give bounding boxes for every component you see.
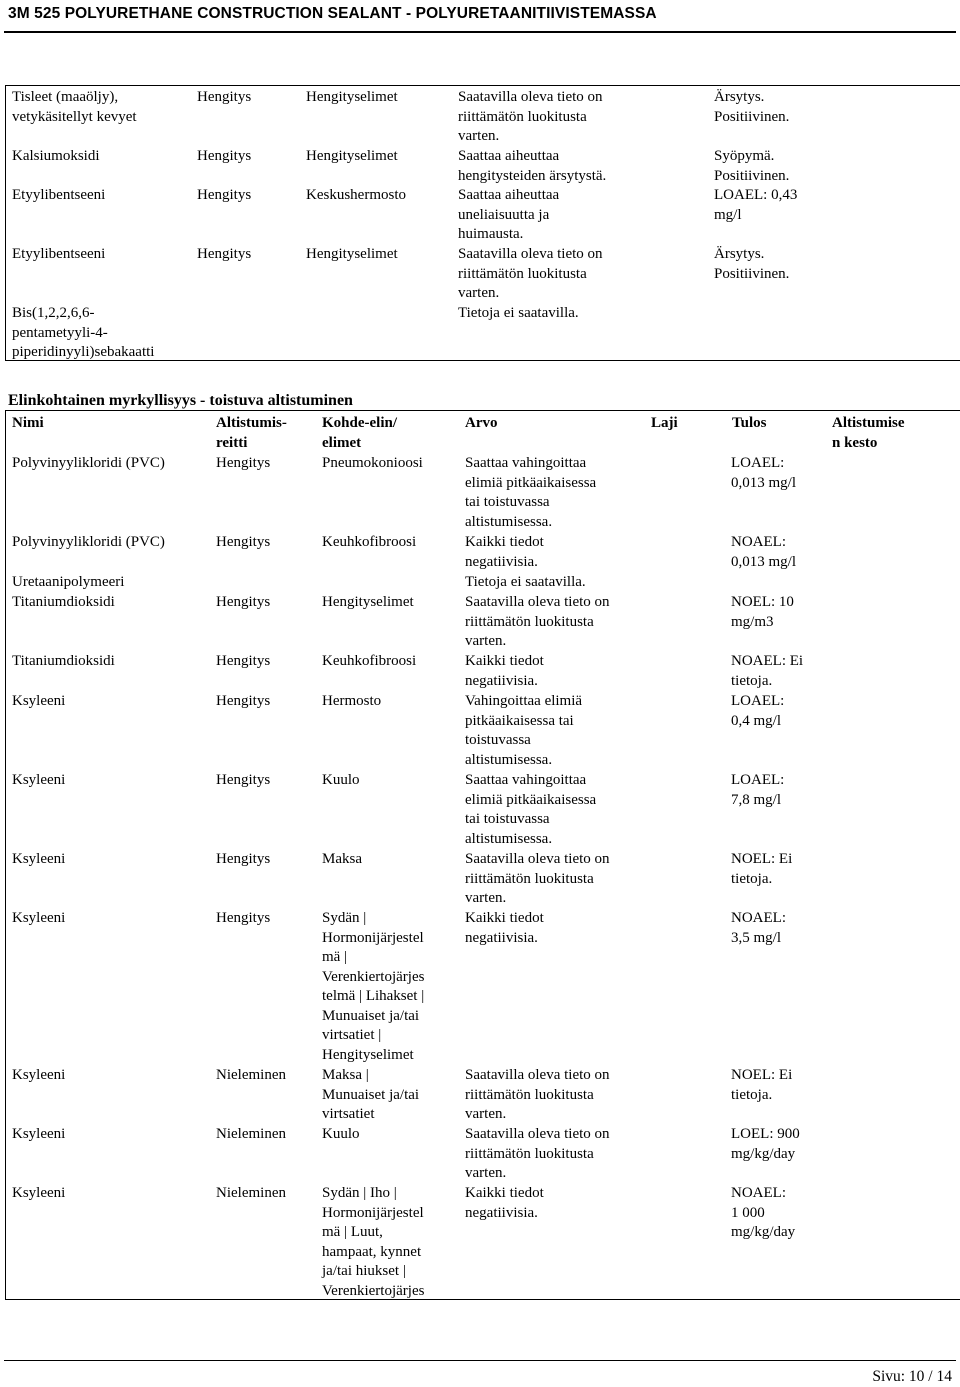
document-header xyxy=(0,0,960,31)
substance-name: Bis(1,2,2,6,6- pentametyyli-4- piperidinyyli)sebakaatti xyxy=(12,305,155,360)
substance-name: Ksyleeni xyxy=(12,772,66,788)
result-text: NOAEL: 0,013 mg/l xyxy=(731,534,797,570)
result-text: Ärsytys. Positiivinen. xyxy=(714,89,790,125)
exposure-route: Hengitys xyxy=(197,89,252,105)
target-organ: Hengityselimet xyxy=(306,89,398,105)
substance-name: Titaniumdioksidi xyxy=(12,653,115,669)
result-text: NOAEL: 1 000 mg/kg/day xyxy=(731,1185,796,1240)
header-organ: Kohde-elin/ elimet xyxy=(322,415,398,451)
header-type: Laji xyxy=(651,415,678,431)
exposure-route: Nieleminen xyxy=(216,1067,286,1083)
substance-name: Ksyleeni xyxy=(12,910,66,926)
value-text: Saattaa aiheuttaa uneliaisuutta ja huimausta. xyxy=(458,187,560,242)
exposure-route: Hengitys xyxy=(197,187,252,203)
value-text: Kaikki tiedot negatiivisia. xyxy=(465,1185,544,1221)
value-text: Saatavilla oleva tieto on riittämätön luokitusta varten. xyxy=(465,594,610,649)
target-organ: Keuhkofibroosi xyxy=(322,653,417,669)
result-text: NOAEL: Ei tietoja. xyxy=(731,653,804,689)
target-organ: Sydän | Iho | Hormonijärjestel mä | Luut, hampaat, kynnet ja/tai hiukset | Verenkiertojärjes xyxy=(322,1185,425,1299)
exposure-route: Hengitys xyxy=(197,148,252,164)
section-title: Elinkohtainen myrkyllisyys - toistuva altistuminen xyxy=(8,392,353,409)
target-organ: Maksa | Munuaiset ja/tai virtsatiet xyxy=(322,1067,420,1122)
value-text: Kaikki tiedot negatiivisia. xyxy=(465,534,544,570)
target-organ: Kuulo xyxy=(322,772,360,788)
value-text: Saattaa vahingoittaa elimiä pitkäaikaisessa tai toistuvassa altistumisessa. xyxy=(465,772,597,847)
substance-name: Ksyleeni xyxy=(12,1126,66,1142)
target-organ: Hengityselimet xyxy=(306,148,398,164)
value-text: Tietoja ei saatavilla. xyxy=(458,305,579,321)
target-organ: Hermosto xyxy=(322,693,382,709)
substance-name: Ksyleeni xyxy=(12,1185,66,1201)
exposure-route: Hengitys xyxy=(216,455,271,471)
substance-name: Titaniumdioksidi xyxy=(12,594,115,610)
header-route: Altistumis- reitti xyxy=(216,415,287,451)
page-number: Sivu: 10 / 14 xyxy=(872,1368,952,1385)
value-text: Saattaa aiheuttaa hengitysteiden ärsytystä. xyxy=(458,148,607,184)
document-title: 3M 525 POLYURETHANE CONSTRUCTION SEALANT - POLYURETAANITIIVISTEMASSA xyxy=(8,5,657,22)
substance-name: Uretaanipolymeeri xyxy=(12,574,125,590)
result-text: NOAEL: 3,5 mg/l xyxy=(731,910,786,946)
exposure-route: Hengitys xyxy=(216,910,271,926)
exposure-route: Hengitys xyxy=(197,246,252,262)
substance-name: Kalsiumoksidi xyxy=(12,148,100,164)
target-organ: Pneumokonioosi xyxy=(322,455,423,471)
result-text: Syöpymä. Positiivinen. xyxy=(714,148,790,184)
target-organ: Keskushermosto xyxy=(306,187,406,203)
substance-name: Tisleet (maaöljy), vetykäsitellyt kevyet xyxy=(12,89,137,125)
value-text: Kaikki tiedot negatiivisia. xyxy=(465,653,544,689)
result-text: NOEL: Ei tietoja. xyxy=(731,1067,793,1103)
exposure-route: Hengitys xyxy=(216,653,271,669)
exposure-route: Nieleminen xyxy=(216,1185,286,1201)
target-organ: Keuhkofibroosi xyxy=(322,534,417,550)
substance-name: Polyvinyylikloridi (PVC) xyxy=(12,455,165,471)
footer-rule xyxy=(4,1360,956,1361)
value-text: Saattaa vahingoittaa elimiä pitkäaikaisessa tai toistuvassa altistumisessa. xyxy=(465,455,597,530)
substance-name: Ksyleeni xyxy=(12,693,66,709)
substance-name: Etyylibentseeni xyxy=(12,187,106,203)
exposure-route: Nieleminen xyxy=(216,1126,286,1142)
value-text: Saatavilla oleva tieto on riittämätön luokitusta varten. xyxy=(465,1126,610,1181)
substance-name: Etyylibentseeni xyxy=(12,246,106,262)
exposure-route: Hengitys xyxy=(216,772,271,788)
value-text: Saatavilla oleva tieto on riittämätön luokitusta varten. xyxy=(458,246,603,301)
header-name: Nimi xyxy=(12,415,44,431)
substance-name: Polyvinyylikloridi (PVC) xyxy=(12,534,165,550)
value-text: Saatavilla oleva tieto on riittämätön luokitusta varten. xyxy=(465,1067,610,1122)
result-text: NOEL: 10 mg/m3 xyxy=(731,594,794,630)
substance-name: Ksyleeni xyxy=(12,851,66,867)
result-text: NOEL: Ei tietoja. xyxy=(731,851,793,887)
result-text: LOAEL: 0,013 mg/l xyxy=(731,455,797,491)
exposure-route: Hengitys xyxy=(216,594,271,610)
result-text: LOAEL: 7,8 mg/l xyxy=(731,772,785,808)
exposure-route: Hengitys xyxy=(216,693,271,709)
header-rule xyxy=(4,31,956,33)
exposure-route: Hengitys xyxy=(216,851,271,867)
result-text: LOAEL: 0,4 mg/l xyxy=(731,693,785,729)
result-text: LOAEL: 0,43 mg/l xyxy=(714,187,798,223)
substance-name: Ksyleeni xyxy=(12,1067,66,1083)
value-text: Kaikki tiedot negatiivisia. xyxy=(465,910,544,946)
value-text: Tietoja ei saatavilla. xyxy=(465,574,586,590)
header-duration: Altistumise n kesto xyxy=(832,415,905,451)
value-text: Saatavilla oleva tieto on riittämätön luokitusta varten. xyxy=(465,851,610,906)
target-organ: Hengityselimet xyxy=(306,246,398,262)
exposure-route: Hengitys xyxy=(216,534,271,550)
result-text: LOEL: 900 mg/kg/day xyxy=(731,1126,800,1162)
value-text: Saatavilla oleva tieto on riittämätön luokitusta varten. xyxy=(458,89,603,144)
target-organ: Maksa xyxy=(322,851,362,867)
target-organ: Hengityselimet xyxy=(322,594,414,610)
value-text: Vahingoittaa elimiä pitkäaikaisessa tai toistuvassa altistumisessa. xyxy=(465,693,583,768)
result-text: Ärsytys. Positiivinen. xyxy=(714,246,790,282)
header-result: Tulos xyxy=(732,415,767,431)
header-value: Arvo xyxy=(465,415,498,431)
target-organ: Kuulo xyxy=(322,1126,360,1142)
target-organ: Sydän | Hormonijärjestel mä | Verenkiertojärjes telmä | Lihakset | Munuaiset ja/tai virtsatiet | Hengityselimet xyxy=(322,910,425,1063)
